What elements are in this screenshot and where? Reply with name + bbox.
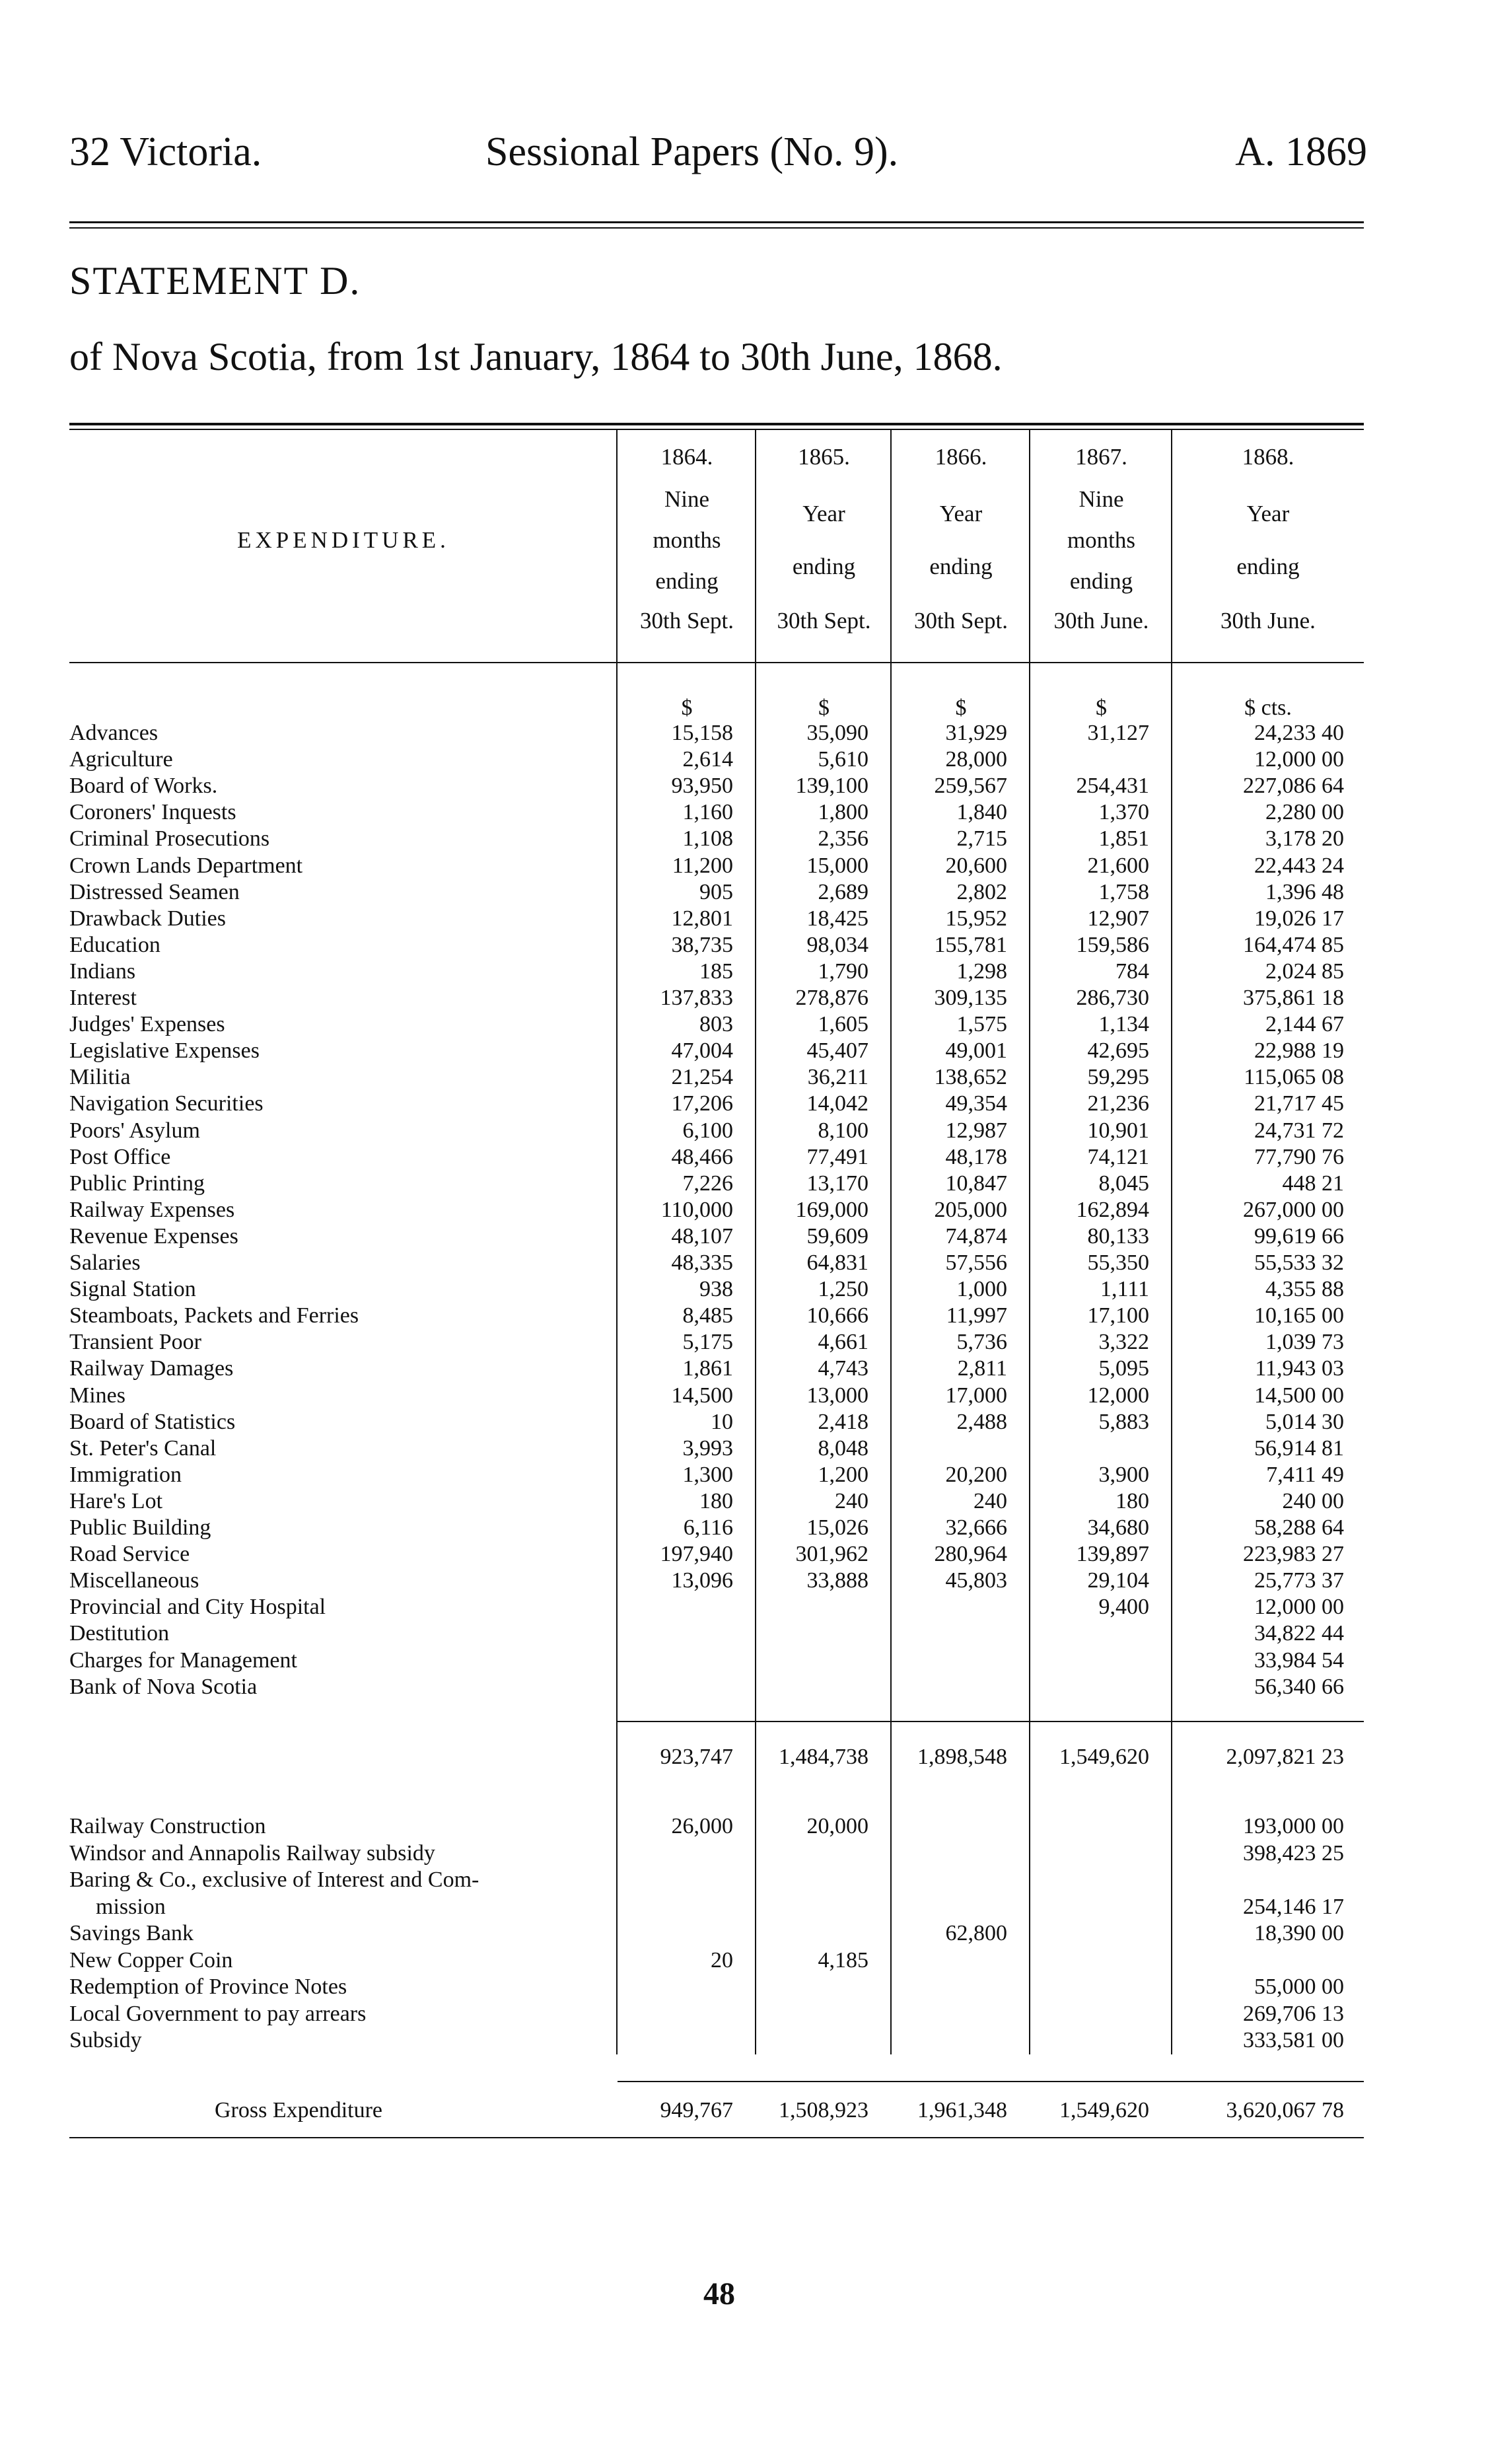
value-cell: 3,900 — [1098, 1462, 1149, 1487]
value-cell: 1,370 — [1098, 800, 1149, 825]
row-label: Militia — [69, 1065, 131, 1090]
value-cell: 185 — [699, 959, 733, 984]
value-cell: 48,335 — [671, 1250, 733, 1275]
value-cell: 5,175 — [682, 1330, 733, 1355]
value-cell: 10,165 00 — [1254, 1303, 1344, 1328]
row-label: Criminal Prosecutions — [69, 826, 270, 852]
value-cell: 4,355 88 — [1265, 1277, 1344, 1302]
column-period: months — [653, 527, 721, 553]
value-cell: 164,474 85 — [1243, 932, 1344, 957]
value-cell: 10,666 — [806, 1303, 868, 1328]
column-period: ending — [792, 554, 856, 579]
row-label: Signal Station — [69, 1277, 196, 1302]
row-label: Indians — [69, 959, 136, 984]
value-cell: 47,004 — [671, 1038, 733, 1064]
value-cell: 45,803 — [945, 1568, 1007, 1593]
value-cell: 254,146 17 — [1243, 1894, 1344, 1919]
column-period: ending — [1069, 568, 1133, 594]
value-cell: 139,100 — [795, 774, 868, 799]
value-cell: 21,254 — [671, 1065, 733, 1090]
value-cell: 4,661 — [818, 1330, 868, 1355]
value-cell: 938 — [699, 1277, 733, 1302]
column-period: ending — [1236, 554, 1300, 579]
value-cell: 4,185 — [818, 1947, 868, 1973]
column-year: 1865. — [798, 444, 850, 470]
value-cell: 301,962 — [795, 1542, 868, 1567]
column-end-date: 30th June. — [1221, 608, 1316, 634]
value-cell: 4,743 — [818, 1356, 868, 1381]
value-cell: 1,790 — [818, 959, 868, 984]
row-label: Charges for Management — [69, 1648, 297, 1673]
value-cell: 48,178 — [945, 1144, 1007, 1169]
value-cell: 1,898,548 — [917, 1745, 1007, 1769]
value-cell: 1,861 — [682, 1356, 733, 1381]
value-cell: 180 — [1115, 1488, 1149, 1513]
value-cell: 923,747 — [660, 1745, 733, 1769]
value-cell: 9,400 — [1098, 1595, 1149, 1620]
value-cell: 62,800 — [945, 1921, 1007, 1945]
value-cell: 26,000 — [671, 1814, 733, 1838]
value-cell: 10,847 — [945, 1171, 1007, 1196]
value-cell: 77,491 — [806, 1144, 868, 1169]
value-cell: 6,100 — [682, 1118, 733, 1143]
value-cell: 7,411 49 — [1266, 1462, 1344, 1487]
value-cell: 10,901 — [1087, 1118, 1149, 1143]
value-cell: 1,298 — [956, 959, 1007, 984]
value-cell: 58,288 64 — [1254, 1515, 1344, 1540]
column-end-date: 30th June. — [1053, 608, 1149, 634]
value-cell: 240 00 — [1282, 1488, 1344, 1513]
value-cell: 8,485 — [682, 1303, 733, 1328]
value-cell: 15,000 — [806, 853, 868, 878]
gross-rule — [618, 2081, 1364, 2082]
value-cell: 93,950 — [671, 774, 733, 799]
value-cell: 11,997 — [946, 1303, 1007, 1328]
value-cell: 15,158 — [671, 721, 733, 745]
value-cell: 59,609 — [806, 1223, 868, 1249]
value-cell: 280,964 — [934, 1542, 1007, 1567]
row-label: Interest — [69, 986, 137, 1010]
value-cell: 115,065 08 — [1244, 1065, 1344, 1090]
value-cell: 19,026 17 — [1254, 906, 1344, 931]
column-year: 1866. — [935, 444, 987, 470]
value-cell: 11,200 — [672, 853, 733, 878]
value-cell: 17,000 — [945, 1383, 1007, 1408]
value-cell: 32,666 — [945, 1515, 1007, 1540]
value-cell: 949,767 — [660, 2098, 733, 2122]
value-cell: 74,121 — [1087, 1144, 1149, 1169]
value-cell: 2,689 — [818, 879, 868, 904]
column-year: 1864. — [660, 444, 713, 470]
unit-label: $ — [818, 696, 830, 720]
row-label: Transient Poor — [69, 1330, 201, 1355]
row-label: Destitution — [69, 1621, 170, 1646]
value-cell: 223,983 27 — [1243, 1542, 1344, 1567]
row-label: Bank of Nova Scotia — [69, 1674, 258, 1699]
row-label: Road Service — [69, 1542, 190, 1567]
value-cell: 2,280 00 — [1265, 800, 1344, 825]
value-cell: 48,107 — [671, 1223, 733, 1249]
value-cell: 286,730 — [1076, 986, 1149, 1010]
value-cell: 2,811 — [957, 1356, 1007, 1381]
value-cell: 12,907 — [1087, 906, 1149, 931]
value-cell: 15,026 — [806, 1515, 868, 1540]
value-cell: 14,500 00 — [1254, 1383, 1344, 1408]
value-cell: 205,000 — [934, 1197, 1007, 1222]
value-cell: 10 — [711, 1409, 733, 1434]
table-top-rule — [69, 423, 1364, 425]
value-cell: 13,096 — [671, 1568, 733, 1593]
row-label: Mines — [69, 1383, 125, 1408]
value-cell: 1,200 — [818, 1462, 868, 1487]
value-cell: 227,086 64 — [1243, 774, 1344, 799]
value-cell: 2,488 — [956, 1409, 1007, 1434]
value-cell: 8,100 — [818, 1118, 868, 1143]
row-label: Advances — [69, 721, 159, 745]
value-cell: 240 — [973, 1488, 1007, 1513]
row-label: New Copper Coin — [69, 1947, 233, 1973]
value-cell: 31,127 — [1087, 721, 1149, 745]
row-label: Agriculture — [69, 747, 173, 772]
value-cell: 7,226 — [682, 1171, 733, 1196]
value-cell: 21,236 — [1087, 1091, 1149, 1116]
value-cell: 28,000 — [945, 747, 1007, 772]
value-cell: 5,095 — [1098, 1356, 1149, 1381]
value-cell: 45,407 — [806, 1038, 868, 1064]
value-cell: 1,000 — [956, 1277, 1007, 1302]
value-cell: 269,706 13 — [1243, 2001, 1344, 2026]
value-cell: 56,914 81 — [1254, 1435, 1344, 1461]
value-cell: 20,600 — [945, 853, 1007, 878]
value-cell: 240 — [835, 1488, 868, 1513]
unit-label: $ — [681, 696, 693, 720]
column-period: Nine — [664, 486, 710, 512]
value-cell: 24,233 40 — [1254, 721, 1344, 745]
value-cell: 375,861 18 — [1243, 986, 1344, 1010]
value-cell: 1,840 — [956, 800, 1007, 825]
header-center: Sessional Papers (No. 9). — [485, 129, 899, 174]
row-label: Baring & Co., exclusive of Interest and Com- — [69, 1867, 479, 1892]
value-cell: 905 — [699, 879, 733, 904]
value-cell: 1,039 73 — [1265, 1330, 1344, 1355]
value-cell: 55,350 — [1087, 1250, 1149, 1275]
value-cell: 20,000 — [806, 1814, 868, 1838]
value-cell: 11,943 03 — [1255, 1356, 1344, 1381]
value-cell: 1,961,348 — [917, 2098, 1007, 2122]
value-cell: 34,680 — [1087, 1515, 1149, 1540]
row-label: Local Government to pay arrears — [69, 2001, 367, 2026]
value-cell: 159,586 — [1076, 932, 1149, 957]
header-left: 32 Victoria. — [69, 129, 262, 174]
value-cell: 784 — [1115, 959, 1149, 984]
value-cell: 309,135 — [934, 986, 1007, 1010]
value-cell: 162,894 — [1076, 1197, 1149, 1222]
value-cell: 1,396 48 — [1265, 879, 1344, 904]
value-cell: 254,431 — [1076, 774, 1149, 799]
value-cell: 267,000 00 — [1243, 1197, 1344, 1222]
value-cell: 64,831 — [806, 1250, 868, 1275]
value-cell: 8,048 — [818, 1435, 868, 1461]
row-label: Board of Statistics — [69, 1409, 236, 1434]
value-cell: 5,610 — [818, 747, 868, 772]
value-cell: 29,104 — [1087, 1568, 1149, 1593]
value-cell: 22,443 24 — [1254, 853, 1344, 878]
row-label: Public Printing — [69, 1171, 205, 1196]
value-cell: 803 — [699, 1012, 733, 1037]
row-label: Redemption of Province Notes — [69, 1975, 347, 1999]
row-label: Post Office — [69, 1144, 171, 1169]
value-cell: 15,952 — [945, 906, 1007, 931]
row-label: Railway Construction — [69, 1814, 266, 1838]
value-cell: 3,178 20 — [1265, 826, 1344, 852]
unit-label: $ cts. — [1244, 696, 1292, 720]
table-bottom-rule — [69, 2137, 1364, 2138]
value-cell: 17,206 — [671, 1091, 733, 1116]
value-cell: 42,695 — [1087, 1038, 1149, 1064]
value-cell: 1,575 — [956, 1012, 1007, 1037]
value-cell: 74,874 — [945, 1223, 1007, 1249]
header-bottom-rule — [69, 662, 1364, 663]
value-cell: 22,988 19 — [1254, 1038, 1344, 1064]
expenditure-heading: EXPENDITURE. — [237, 527, 450, 553]
unit-label: $ — [955, 696, 967, 720]
value-cell: 12,000 00 — [1254, 1595, 1344, 1620]
value-cell: 6,116 — [683, 1515, 733, 1540]
value-cell: 80,133 — [1087, 1223, 1149, 1249]
row-label: Immigration — [69, 1462, 182, 1487]
row-label: Railway Damages — [69, 1356, 234, 1381]
value-cell: 2,802 — [956, 879, 1007, 904]
value-cell: 1,300 — [682, 1462, 733, 1487]
row-label: Public Building — [69, 1515, 211, 1540]
value-cell: 197,940 — [660, 1542, 733, 1567]
column-period: Year — [1246, 501, 1290, 526]
statement-title: STATEMENT D. — [69, 259, 361, 303]
value-cell: 55,533 32 — [1254, 1250, 1344, 1275]
value-cell: 2,715 — [956, 826, 1007, 852]
row-label: Board of Works. — [69, 774, 218, 799]
gross-label: Gross Expenditure — [215, 2098, 383, 2122]
value-cell: 333,581 00 — [1243, 2028, 1344, 2052]
value-cell: 5,014 30 — [1265, 1409, 1344, 1434]
value-cell: 2,144 67 — [1265, 1012, 1344, 1037]
value-cell: 1,134 — [1098, 1012, 1149, 1037]
value-cell: 77,790 76 — [1254, 1144, 1344, 1169]
row-label: Navigation Securities — [69, 1091, 264, 1116]
column-end-date: 30th Sept. — [640, 608, 734, 634]
row-label: St. Peter's Canal — [69, 1435, 217, 1461]
value-cell: 33,888 — [806, 1568, 868, 1593]
expenditure-table — [69, 423, 1364, 2464]
value-cell: 1,484,738 — [779, 1745, 868, 1769]
unit-label: $ — [1096, 696, 1107, 720]
column-period: ending — [929, 554, 993, 579]
subtotal-rule — [618, 1721, 1364, 1722]
value-cell: 1,549,620 — [1059, 1745, 1149, 1769]
value-cell: 3,322 — [1098, 1330, 1149, 1355]
row-label: Education — [69, 932, 160, 957]
value-cell: 1,549,620 — [1059, 2098, 1149, 2122]
row-label: Hare's Lot — [69, 1488, 163, 1513]
value-cell: 259,567 — [934, 774, 1007, 799]
value-cell: 49,354 — [945, 1091, 1007, 1116]
row-label: Subsidy — [69, 2028, 142, 2052]
value-cell: 1,605 — [818, 1012, 868, 1037]
value-cell: 1,111 — [1100, 1277, 1149, 1302]
value-cell: 1,108 — [682, 826, 733, 852]
column-period: months — [1067, 527, 1136, 553]
value-cell: 12,987 — [945, 1118, 1007, 1143]
value-cell: 1,758 — [1098, 879, 1149, 904]
row-label: Judges' Expenses — [69, 1012, 225, 1037]
value-cell: 98,034 — [806, 932, 868, 957]
value-cell: 14,500 — [671, 1383, 733, 1408]
value-cell: 38,735 — [671, 932, 733, 957]
value-cell: 12,801 — [671, 906, 733, 931]
value-cell: 2,097,821 23 — [1226, 1745, 1344, 1769]
value-cell: 139,897 — [1076, 1542, 1149, 1567]
row-label: Salaries — [69, 1250, 141, 1275]
value-cell: 55,000 00 — [1254, 1975, 1344, 1999]
value-cell: 25,773 37 — [1254, 1568, 1344, 1593]
value-cell: 18,390 00 — [1254, 1921, 1344, 1945]
row-label: Provincial and City Hospital — [69, 1595, 326, 1620]
header-rule-thin — [69, 227, 1364, 229]
value-cell: 2,024 85 — [1265, 959, 1344, 984]
value-cell: 110,000 — [660, 1197, 733, 1222]
value-cell: 36,211 — [807, 1065, 868, 1090]
column-end-date: 30th Sept. — [777, 608, 871, 634]
value-cell: 278,876 — [795, 986, 868, 1010]
value-cell: 1,250 — [818, 1277, 868, 1302]
value-cell: 49,001 — [945, 1038, 1007, 1064]
value-cell: 20,200 — [945, 1462, 1007, 1487]
value-cell: 14,042 — [806, 1091, 868, 1116]
value-cell: 193,000 00 — [1243, 1814, 1344, 1838]
column-year: 1868. — [1242, 444, 1294, 470]
value-cell: 398,423 25 — [1243, 1840, 1344, 1866]
header-rule — [69, 221, 1364, 223]
value-cell: 137,833 — [660, 986, 733, 1010]
column-period: Nine — [1079, 486, 1124, 512]
value-cell: 17,100 — [1087, 1303, 1149, 1328]
value-cell: 180 — [699, 1488, 733, 1513]
column-year: 1867. — [1075, 444, 1127, 470]
value-cell: 448 21 — [1282, 1171, 1344, 1196]
column-period: ending — [655, 568, 719, 594]
value-cell: 99,619 66 — [1254, 1223, 1344, 1249]
value-cell: 13,000 — [806, 1383, 868, 1408]
value-cell: 8,045 — [1098, 1171, 1149, 1196]
row-label: Steamboats, Packets and Ferries — [69, 1303, 359, 1328]
row-label: Drawback Duties — [69, 906, 226, 931]
header-right: A. 1869 — [1235, 129, 1367, 174]
row-label: Distressed Seamen — [69, 879, 240, 904]
row-label: mission — [96, 1894, 166, 1919]
row-label: Legislative Expenses — [69, 1038, 260, 1064]
value-cell: 35,090 — [806, 721, 868, 745]
value-cell: 21,600 — [1087, 853, 1149, 878]
row-label: Windsor and Annapolis Railway subsidy — [69, 1840, 435, 1866]
statement-subtitle: of Nova Scotia, from 1st January, 1864 to 30th June, 1868. — [69, 335, 1003, 379]
value-cell: 1,800 — [818, 800, 868, 825]
table-top-rule-thin — [69, 429, 1364, 430]
row-label: Revenue Expenses — [69, 1223, 238, 1249]
value-cell: 56,340 66 — [1254, 1674, 1344, 1699]
row-label: Savings Bank — [69, 1921, 194, 1945]
value-cell: 59,295 — [1087, 1065, 1149, 1090]
value-cell: 31,929 — [945, 721, 1007, 745]
value-cell: 20 — [711, 1947, 733, 1973]
value-cell: 18,425 — [806, 906, 868, 931]
column-end-date: 30th Sept. — [914, 608, 1008, 634]
column-period: Year — [939, 501, 983, 526]
value-cell: 24,731 72 — [1254, 1118, 1344, 1143]
value-cell: 57,556 — [945, 1250, 1007, 1275]
page-number: 48 — [703, 2276, 735, 2311]
value-cell: 12,000 00 — [1254, 747, 1344, 772]
value-cell: 1,160 — [682, 800, 733, 825]
value-cell: 1,508,923 — [779, 2098, 868, 2122]
value-cell: 3,993 — [682, 1435, 733, 1461]
value-cell: 13,170 — [806, 1171, 868, 1196]
value-cell: 155,781 — [934, 932, 1007, 957]
value-cell: 5,736 — [956, 1330, 1007, 1355]
value-cell: 138,652 — [934, 1065, 1007, 1090]
value-cell: 1,851 — [1098, 826, 1149, 852]
value-cell: 12,000 — [1087, 1383, 1149, 1408]
value-cell: 5,883 — [1098, 1409, 1149, 1434]
row-label: Miscellaneous — [69, 1568, 199, 1593]
value-cell: 33,984 54 — [1254, 1648, 1344, 1673]
value-cell: 2,356 — [818, 826, 868, 852]
row-label: Coroners' Inquests — [69, 800, 236, 825]
column-period: Year — [802, 501, 845, 526]
value-cell: 48,466 — [671, 1144, 733, 1169]
value-cell: 2,418 — [818, 1409, 868, 1434]
value-cell: 3,620,067 78 — [1226, 2098, 1344, 2122]
value-cell: 2,614 — [682, 747, 733, 772]
value-cell: 169,000 — [795, 1197, 868, 1222]
row-label: Poors' Asylum — [69, 1118, 200, 1143]
row-label: Railway Expenses — [69, 1197, 235, 1222]
value-cell: 21,717 45 — [1254, 1091, 1344, 1116]
row-label: Crown Lands Department — [69, 853, 303, 878]
value-cell: 34,822 44 — [1254, 1621, 1344, 1646]
